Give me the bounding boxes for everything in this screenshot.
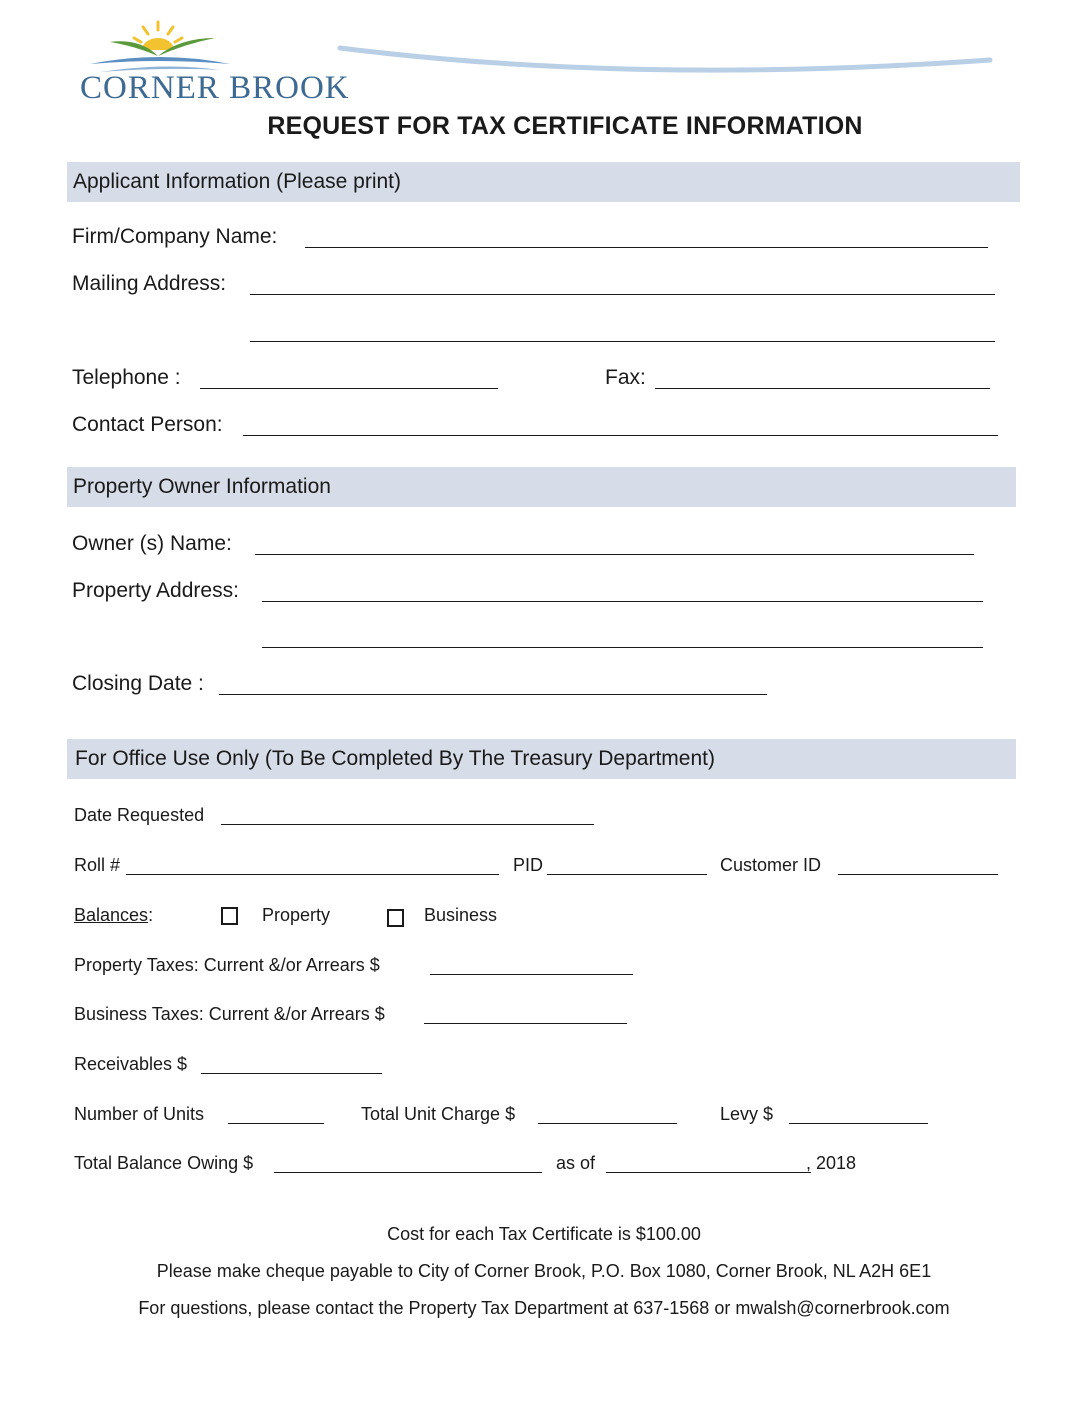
contact-label: Contact Person: bbox=[72, 413, 223, 436]
units-field[interactable] bbox=[228, 1123, 324, 1124]
footer-questions: For questions, please contact the Property Tax Department at 637-1568 or mwalsh@cornerbrook.com bbox=[138, 1298, 950, 1318]
property-checkbox-label: Property bbox=[262, 905, 331, 925]
date-requested-field[interactable] bbox=[221, 824, 594, 825]
telephone-label: Telephone : bbox=[72, 366, 181, 389]
balances-label: Balances: bbox=[74, 905, 154, 925]
date-requested-label: Date Requested bbox=[74, 805, 205, 825]
business-checkbox[interactable] bbox=[387, 909, 404, 927]
property-checkbox[interactable] bbox=[221, 907, 238, 925]
contact-field[interactable] bbox=[243, 435, 998, 436]
property-address-label: Property Address: bbox=[72, 579, 239, 602]
section-header-office: For Office Use Only (To Be Completed By The Treasury Department) bbox=[67, 739, 1016, 779]
closing-date-field[interactable] bbox=[219, 694, 767, 695]
total-owing-field[interactable] bbox=[274, 1172, 542, 1173]
pid-label: PID bbox=[513, 855, 544, 875]
footer-cost: Cost for each Tax Certificate is $100.00 bbox=[387, 1224, 701, 1244]
page-title: REQUEST FOR TAX CERTIFICATE INFORMATION bbox=[267, 112, 863, 140]
logo-wordmark: CORNER BROOK bbox=[80, 70, 350, 106]
firm-field[interactable] bbox=[305, 247, 988, 248]
logo bbox=[80, 20, 360, 110]
levy-field[interactable] bbox=[789, 1123, 928, 1124]
firm-label: Firm/Company Name: bbox=[72, 225, 278, 248]
customer-id-label: Customer ID bbox=[720, 855, 822, 875]
business-checkbox-label: Business bbox=[424, 905, 498, 925]
fax-field[interactable] bbox=[655, 388, 990, 389]
property-address-field-2[interactable] bbox=[262, 647, 983, 648]
property-address-field-1[interactable] bbox=[262, 601, 983, 602]
unit-charge-label: Total Unit Charge $ bbox=[361, 1104, 516, 1124]
mailing-field-2[interactable] bbox=[250, 341, 995, 342]
customer-id-field[interactable] bbox=[838, 874, 998, 875]
total-owing-label: Total Balance Owing $ bbox=[74, 1153, 254, 1173]
telephone-field[interactable] bbox=[200, 388, 498, 389]
business-taxes-field[interactable] bbox=[424, 1023, 627, 1024]
unit-charge-field[interactable] bbox=[538, 1123, 677, 1124]
section-header-owner: Property Owner Information bbox=[67, 467, 1016, 507]
property-taxes-field[interactable] bbox=[430, 974, 633, 975]
as-of-field[interactable] bbox=[606, 1172, 811, 1173]
mailing-label: Mailing Address: bbox=[72, 272, 227, 295]
pid-field[interactable] bbox=[547, 874, 707, 875]
business-taxes-label: Business Taxes: Current &/or Arrears $ bbox=[74, 1004, 385, 1024]
closing-date-label: Closing Date : bbox=[72, 672, 204, 695]
roll-label: Roll # bbox=[74, 855, 121, 875]
mailing-field-1[interactable] bbox=[250, 294, 995, 295]
roll-field[interactable] bbox=[126, 874, 499, 875]
footer-cheque: Please make cheque payable to City of Corner Brook, P.O. Box 1080, Corner Brook, NL A2H 6E1 bbox=[156, 1261, 932, 1281]
property-taxes-label: Property Taxes: Current &/or Arrears $ bbox=[74, 955, 380, 975]
header-swoosh bbox=[335, 40, 995, 90]
owner-name-field[interactable] bbox=[255, 554, 974, 555]
year-label: , 2018 bbox=[806, 1153, 857, 1173]
section-header-applicant: Applicant Information (Please print) bbox=[67, 162, 1020, 202]
receivables-label: Receivables $ bbox=[74, 1054, 188, 1074]
levy-label: Levy $ bbox=[720, 1104, 774, 1124]
units-label: Number of Units bbox=[74, 1104, 205, 1124]
receivables-field[interactable] bbox=[201, 1073, 382, 1074]
owner-name-label: Owner (s) Name: bbox=[72, 532, 232, 555]
fax-label: Fax: bbox=[605, 366, 646, 389]
as-of-label: as of bbox=[556, 1153, 596, 1173]
